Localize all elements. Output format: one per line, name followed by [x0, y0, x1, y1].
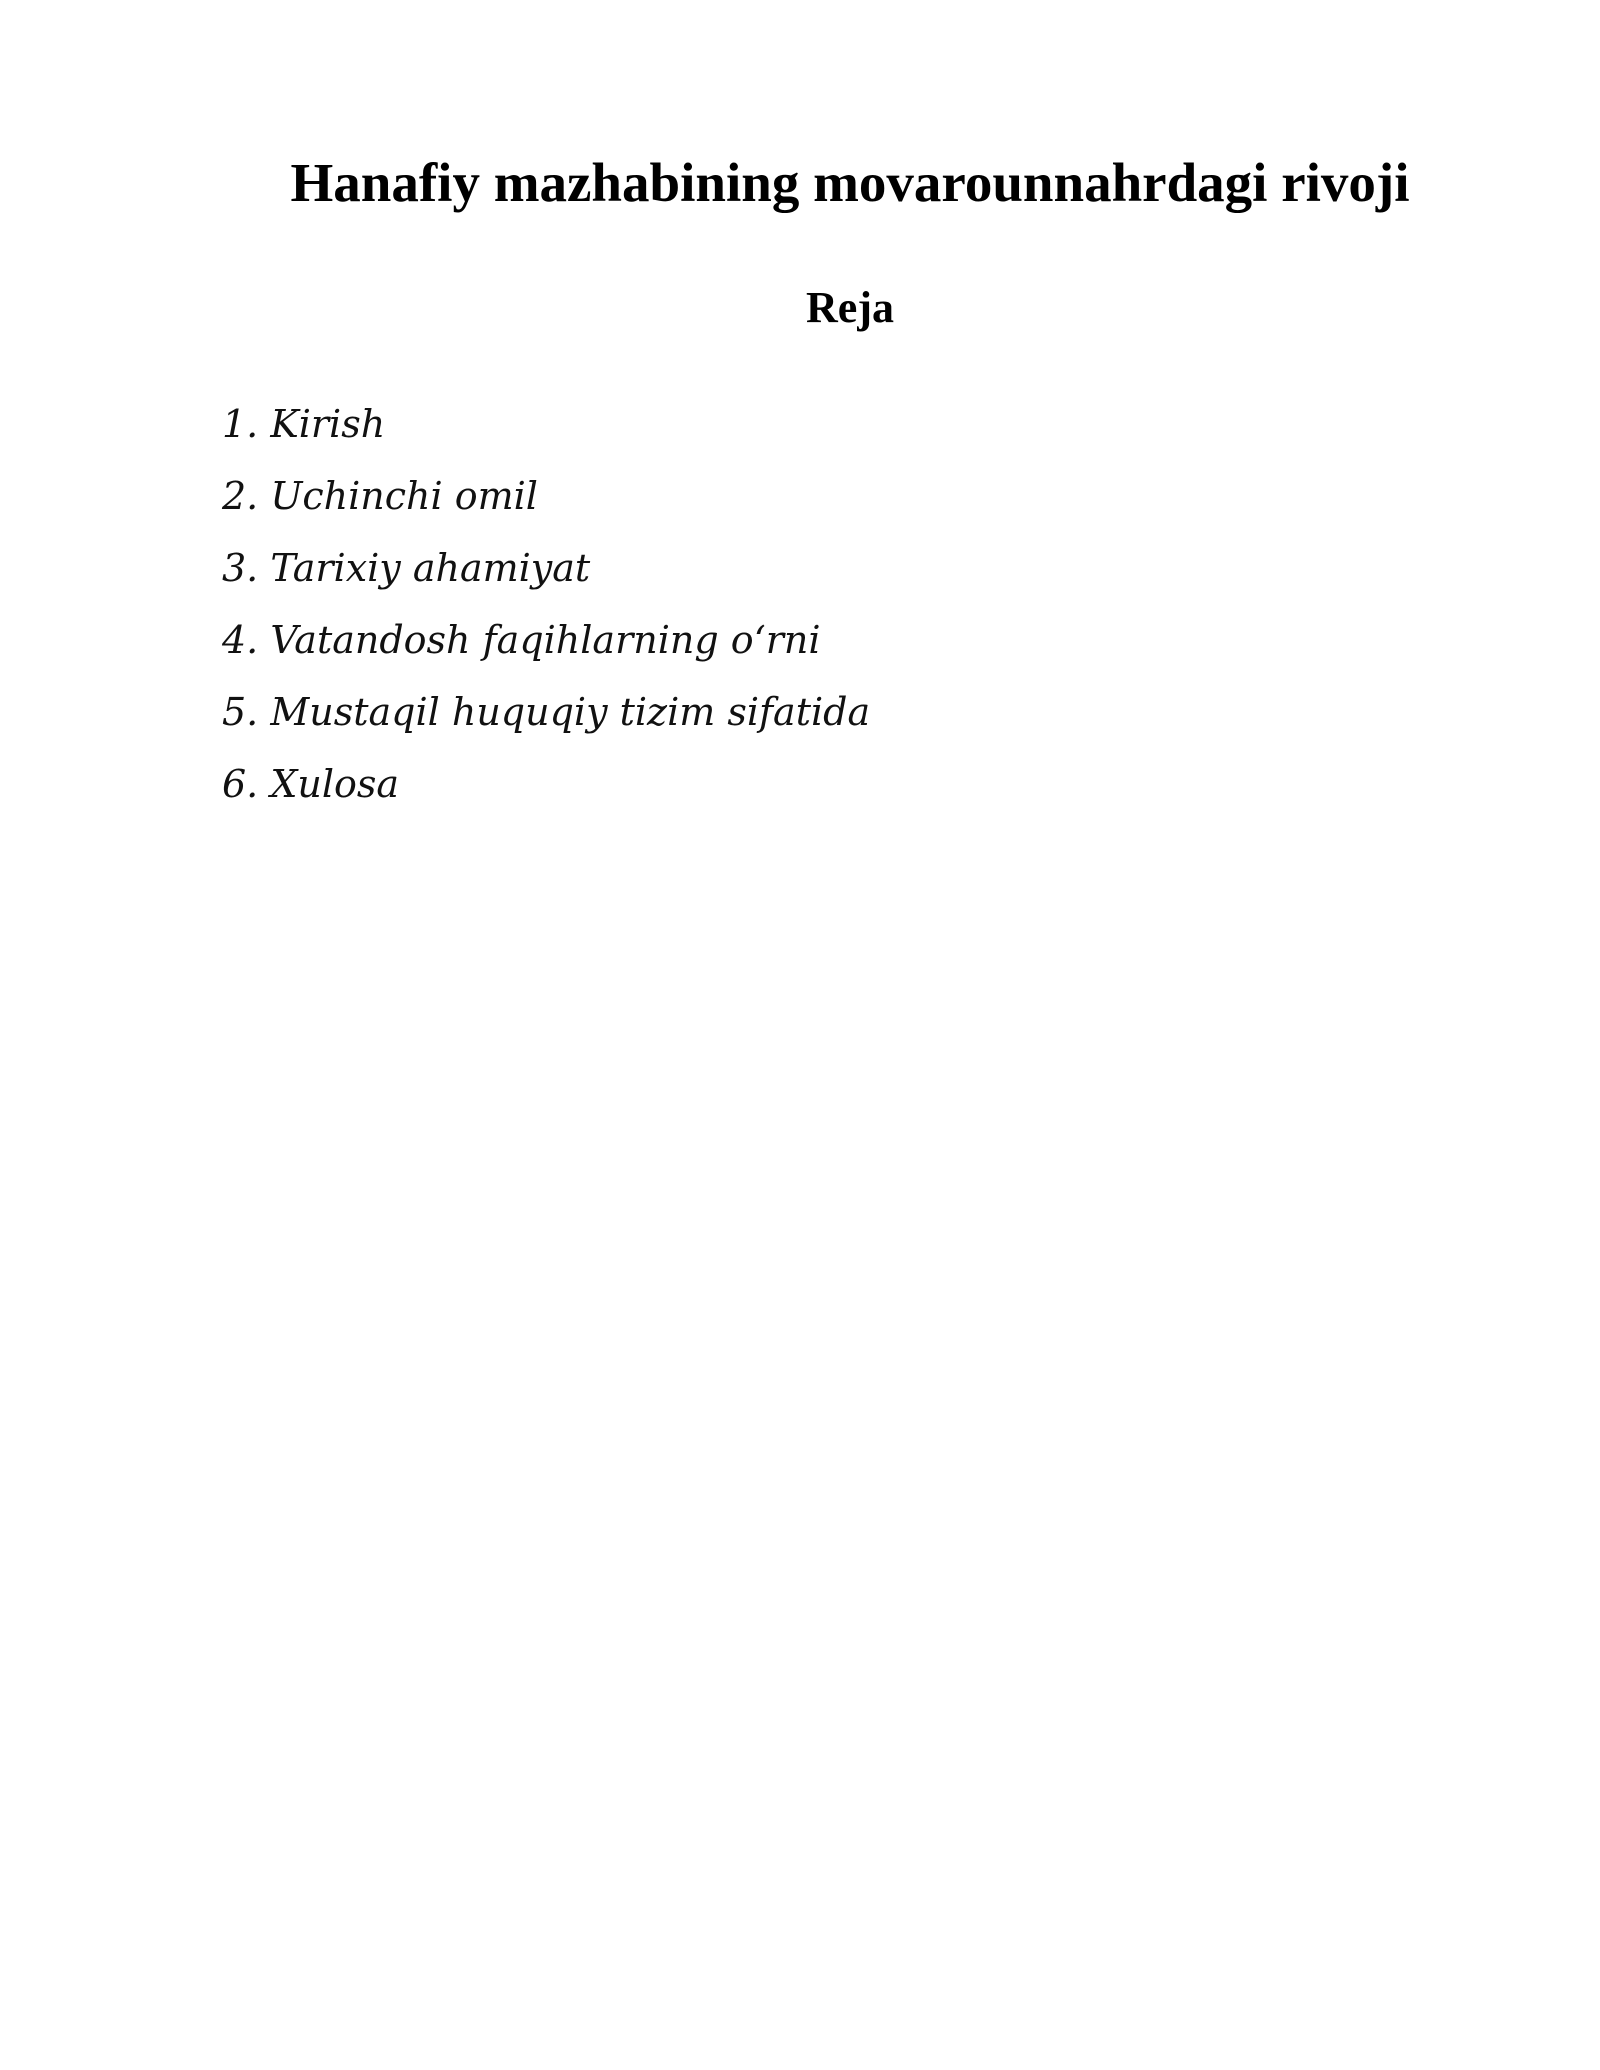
plan-item: 4. Vatandosh faqihlarning o‘rni [222, 618, 821, 662]
plan-list [222, 388, 870, 820]
document-title: Hanafiy mazhabining movarounnahrdagi rivoji [290, 152, 1410, 213]
plan-item: 1. Kirish [222, 402, 386, 446]
plan-item: 6. Xulosa [222, 762, 400, 806]
plan-item: 3. Tarixiy ahamiyat [222, 546, 591, 590]
plan-item: 5. Mustaqil huquqiy tizim sifatida [222, 690, 871, 734]
plan-item: 2. Uchinchi omil [222, 474, 538, 518]
plan-heading: Reja [806, 283, 894, 332]
